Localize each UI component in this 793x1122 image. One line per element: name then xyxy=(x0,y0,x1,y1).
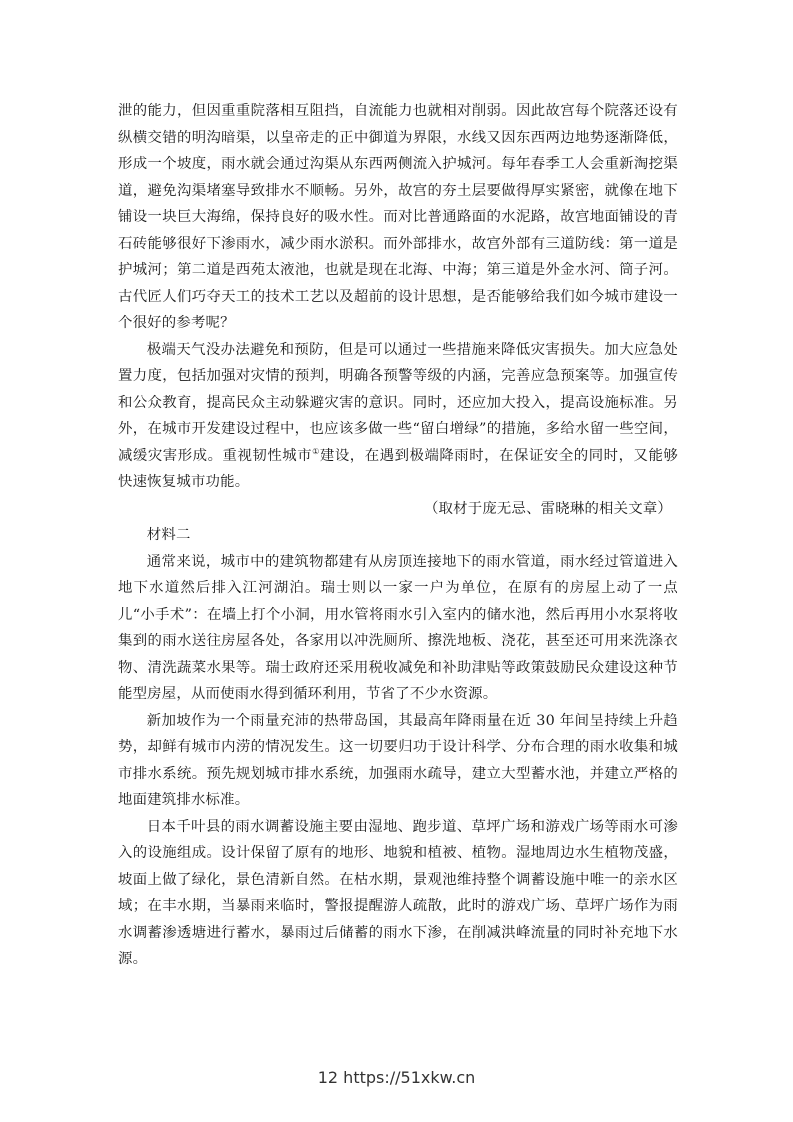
section2-paragraph-1: 通常来说，城市中的建筑物都建有从房顶连接地下的雨水管道，雨水经过管道进入地下水道然后排入江河湖泊。瑞士则以一家一户为单位，在原有的房屋上动了一点儿“小手术”：在墙上打个小洞，用水管将雨水引入室内的储水池，然后再用小水泵将收集到的雨水送往房屋各处，各家用以冲洗厕所、擦洗地板、浇花，甚至还可用来洗涤衣物、清洗蔬菜水果等。瑞士政府还采用税收减免和补助津贴等政策鼓励民众建设这种节能型房屋，从而使雨水得到循环利用，节省了不少水资源。 xyxy=(118,553,678,702)
section-heading: 材料二 xyxy=(146,527,191,543)
paragraph-2-tail: 建设，在遇到极端降雨时，在保证安全的同时，又能够快速恢复城市功能。 xyxy=(118,447,678,490)
section2-paragraph-2: 新加坡作为一个雨量充沛的热带岛国，其最高年降雨量在近 30 年间呈持续上升趋势，却鲜有城市内涝的情况发生。这一切要归功于设计科学、分布合理的雨水收集和城市排水系统。预先规划城市排水系统，加强雨水疏导，建立大型蓄水池，并建立严格的地面建筑排水标准。 xyxy=(118,712,678,808)
footnote-mark: ① xyxy=(312,446,320,456)
paragraph-2-text: 极端天气没办法避免和预防，但是可以通过一些措施来降低灾害损失。加大应急处置力度，包括加强对灾情的预判，明确各预警等级的内涵，完善应急预案等。加强宣传和公众教育，提高民众主动躲避灾害的意识。同时，还应加大投入，提高设施标准。另外，在城市开发建设过程中，也应该多做一些“留白增绿”的措施，多给水留一些空间，减缓灾害形成。重视韧性城市 xyxy=(118,341,678,464)
section2-paragraph-3: 日本千叶县的雨水调蓄设施主要由湿地、跑步道、草坪广场和游戏广场等雨水可渗入的设施组成。设计保留了原有的地形、地貌和植被、植物。湿地周边水生植物茂盛，坡面上做了绿化，景色清新自然。在枯水期，景观池维持整个调蓄设施中唯一的亲水区域；在丰水期，当暴雨来临时，警报提醒游人疏散，此时的游戏广场、草坪广场作为雨水调蓄渗透塘进行蓄水，暴雨过后储蓄的雨水下渗，在削减洪峰流量的同时补充地下水源。 xyxy=(118,818,678,967)
document-body xyxy=(118,98,678,973)
paragraph-1: 泄的能力，但因重重院落相互阻挡，自流能力也就相对削弱。因此故宫每个院落还设有纵横交错的明沟暗渠，以皇帝走的正中御道为界限，水线又因东西两边地势逐渐降低，形成一个坡度，雨水就会通过沟渠从东西两侧流入护城河。每年春季工人会重新淘挖渠道，避免沟渠堵塞导致排水不顺畅。另外，故宫的夯土层要做得厚实紧密，就像在地下铺设一块巨大海绵，保持良好的吸水性。而对比普通路面的水泥路，故宫地面铺设的青石砖能够很好下渗雨水，减少雨水淤积。而外部排水，故宫外部有三道防线：第一道是护城河；第二道是西苑太液池，也就是现在北海、中海；第三道是外金水河、筒子河。古代匠人们巧夺天工的技术工艺以及超前的设计思想，是否能够给我们如今城市建设一个很好的参考呢？ xyxy=(118,103,678,331)
source-citation: （取材于庞无忌、雷晓琳的相关文章） xyxy=(423,500,672,517)
page-footer: 12 https://51xkw.cn xyxy=(317,1068,476,1087)
paragraph-2 xyxy=(118,337,678,496)
